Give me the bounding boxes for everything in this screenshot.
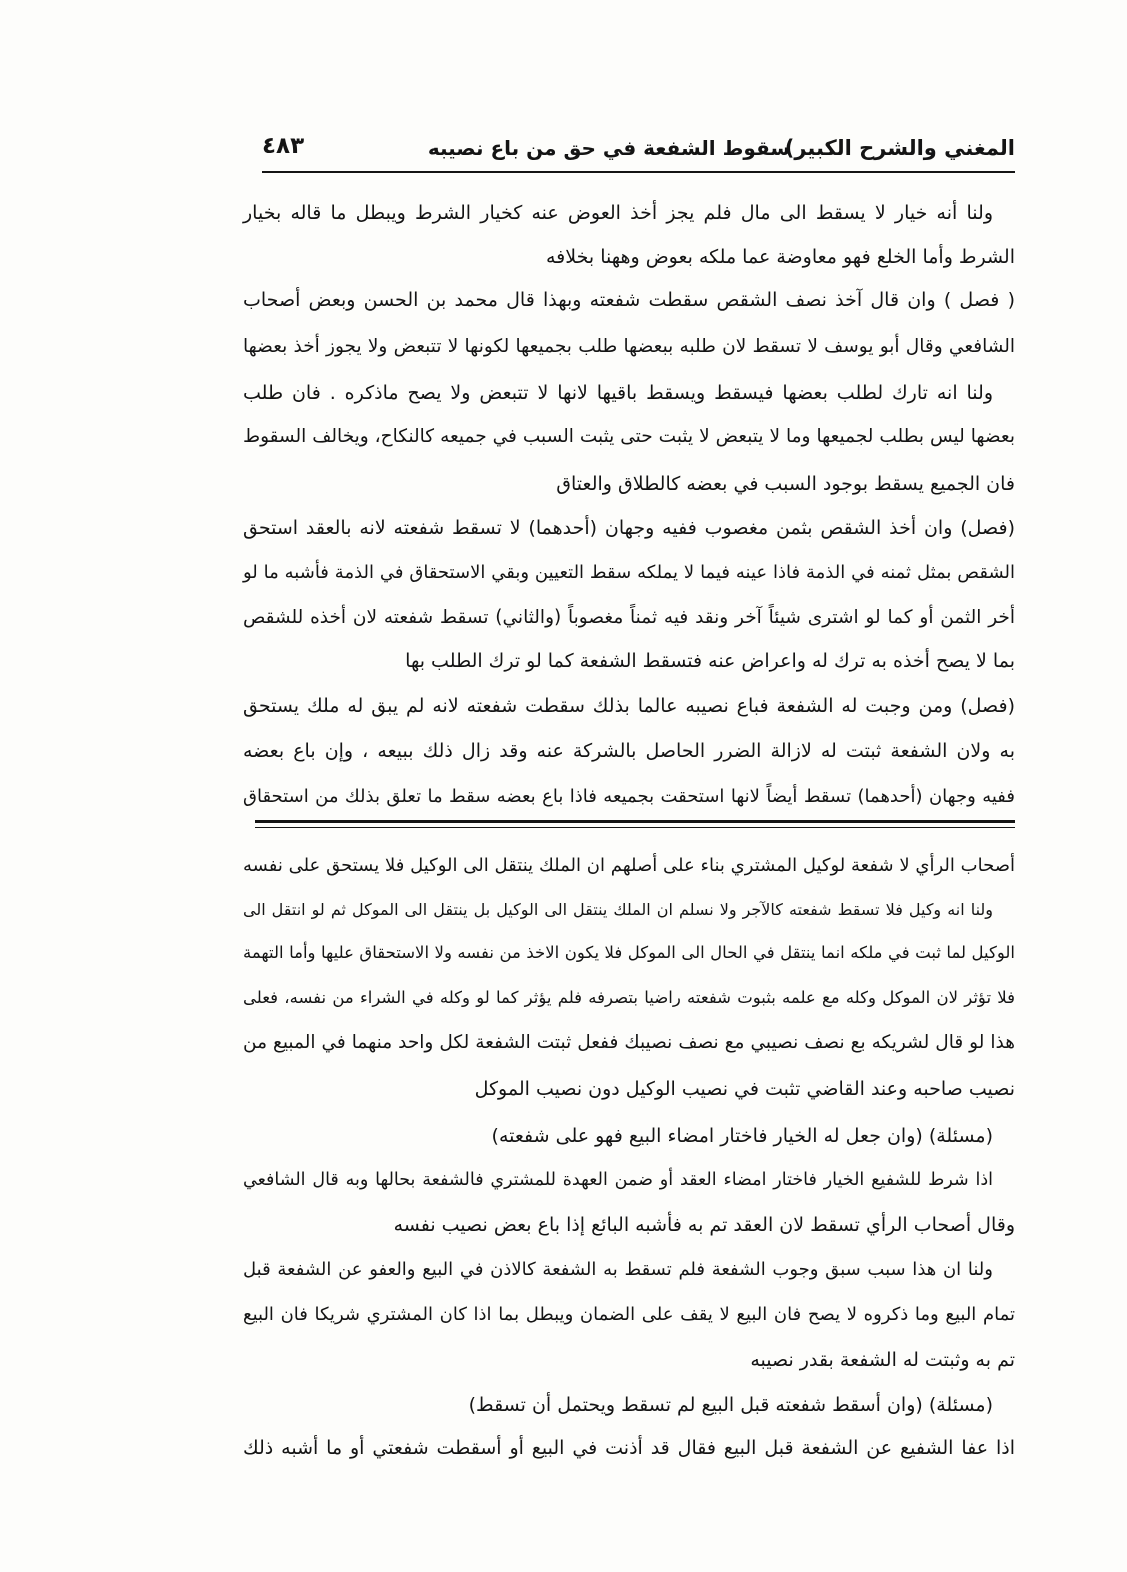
commentary-line: أصحاب الرأي لا شفعة لوكيل المشتري بناء على أصلهم ان الملك ينتقل الى الوكيل فلا يستحق على نفسه xyxy=(243,855,1015,876)
commentary-line: نصيب صاحبه وعند القاضي تثبت في نصيب الوكيل دون نصيب الموكل xyxy=(474,1078,1015,1100)
main-text-line: الشافعي وقال أبو يوسف لا تسقط لان طلبه ببعضها طلب بجميعها لكونها لا تتبعض ولا يجوز أخذ بعضها xyxy=(243,336,1015,357)
main-text-line: الشرط وأما الخلع فهو معاوضة عما ملكه بعوض وههنا بخلافه xyxy=(546,246,1015,268)
main-text-line: (فصل) ومن وجبت له الشفعة فباع نصيبه عالما بذلك سقطت شفعته لانه لم يبق له ملك يستحق xyxy=(243,695,1015,717)
commentary-line: ولنا ان هذا سبب سبق وجوب الشفعة فلم تسقط به الشفعة كالاذن في البيع والعفو عن الشفعة قبل xyxy=(243,1259,993,1280)
main-text-line: فان الجميع يسقط بوجود السبب في بعضه كالطلاق والعتاق xyxy=(556,473,1015,495)
commentary-line: اذا شرط للشفيع الخيار فاختار امضاء العقد أو ضمن العهدة للمشتري فالشفعة بحالها وبه قال الشافعي xyxy=(243,1170,993,1190)
main-text-line: به ولان الشفعة ثبتت له لازالة الضرر الحاصل بالشركة عنه وقد زال ذلك ببيعه ، وإن باع بعضه xyxy=(243,740,1015,762)
main-text-line: الشقص بمثل ثمنه في الذمة فاذا عينه فيما لا يملكه سقط التعيين وبقي الاستحقاق في الذمة فأشبه ما لو xyxy=(243,562,1015,583)
main-text-line: بعضها ليس بطلب لجميعها وما لا يتبعض لا يثبت حتى يثبت السبب في جميعه كالنكاح، ويخالف السقوط xyxy=(243,426,1015,447)
commentary-line: فلا تؤثر لان الموكل وكله مع علمه بثبوت شفعته راضيا بتصرفه فلم يؤثر كما لو وكله في الشراء من نفسه، فعلى xyxy=(243,988,1015,1007)
commentary-line: تمام البيع وما ذكروه لا يصح فان البيع لا يقف على الضمان ويبطل بما اذا كان المشتري شريكا فان البيع xyxy=(243,1304,1015,1325)
commentary-line: وقال أصحاب الرأي تسقط لان العقد تم به فأشبه البائع إذا باع بعض نصيب نفسه xyxy=(393,1214,1015,1236)
header-rule xyxy=(262,171,1015,173)
main-text-line: بما لا يصح أخذه به ترك له واعراض عنه فتسقط الشفعة كما لو ترك الطلب بها xyxy=(405,650,1015,672)
main-text-line: أخر الثمن أو كما لو اشترى شيئاً آخر ونقد فيه ثمناً مغصوباً (والثاني) تسقط شفعته لان أخذه للشقص xyxy=(243,607,1015,628)
running-head-book-title: المغني والشرح الكبير) xyxy=(784,136,1015,160)
commentary-line: اذا عفا الشفيع عن الشفعة قبل البيع فقال قد أذنت في البيع أو أسقطت شفعتي أو ما أشبه ذلك xyxy=(243,1437,1015,1459)
commentary-line: ولنا انه وكيل فلا تسقط شفعته كالآجر ولا نسلم ان الملك ينتقل الى الوكيل بل ينتقل الى الموكل ثم لو انتقل الى xyxy=(243,900,993,919)
commentary-heading-line: (مسئلة) (وان أسقط شفعته قبل البيع لم تسقط ويحتمل أن تسقط) xyxy=(468,1394,993,1416)
main-text-line: ففيه وجهان (أحدهما) تسقط أيضاً لانها استحقت بجميعه فاذا باع بعضه سقط ما تعلق بذلك من استحقاق xyxy=(243,786,1015,807)
commentary-line: تم به وثبتت له الشفعة بقدر نصيبه xyxy=(750,1349,1015,1371)
commentary-divider xyxy=(255,820,1015,828)
commentary-heading-line: (مسئلة) (وان جعل له الخيار فاختار امضاء البيع فهو على شفعته) xyxy=(491,1125,993,1147)
main-text-line: (فصل) وان أخذ الشقص بثمن مغصوب ففيه وجهان (أحدهما) لا تسقط شفعته لانه بالعقد استحق xyxy=(243,517,1015,539)
page-number: ٤٨٣ xyxy=(262,133,305,159)
commentary-line: هذا لو قال لشريكه بع نصف نصيبي مع نصف نصيبك ففعل ثبتت الشفعة لكل واحد منهما في المبيع من xyxy=(243,1032,1015,1053)
running-head-section-title: سقوط الشفعة في حق من باع نصيبه xyxy=(427,136,790,160)
main-text-line: ولنا أنه خيار لا يسقط الى مال فلم يجز أخذ العوض عنه كخيار الشرط ويبطل ما قاله بخيار xyxy=(243,202,993,224)
main-text-line: ولنا انه تارك لطلب بعضها فيسقط ويسقط باقيها لانها لا تتبعض ولا يصح ماذكره . فان طلب xyxy=(243,382,993,404)
main-text-line: ( فصل ) وان قال آخذ نصف الشقص سقطت شفعته وبهذا قال محمد بن الحسن وبعض أصحاب xyxy=(243,289,1015,311)
commentary-line: الوكيل لما ثبت في ملكه انما ينتقل في الحال الى الموكل فلا يكون الاخذ من نفسه ولا الاستحقاق عليها وأما التهمة xyxy=(243,943,1015,962)
